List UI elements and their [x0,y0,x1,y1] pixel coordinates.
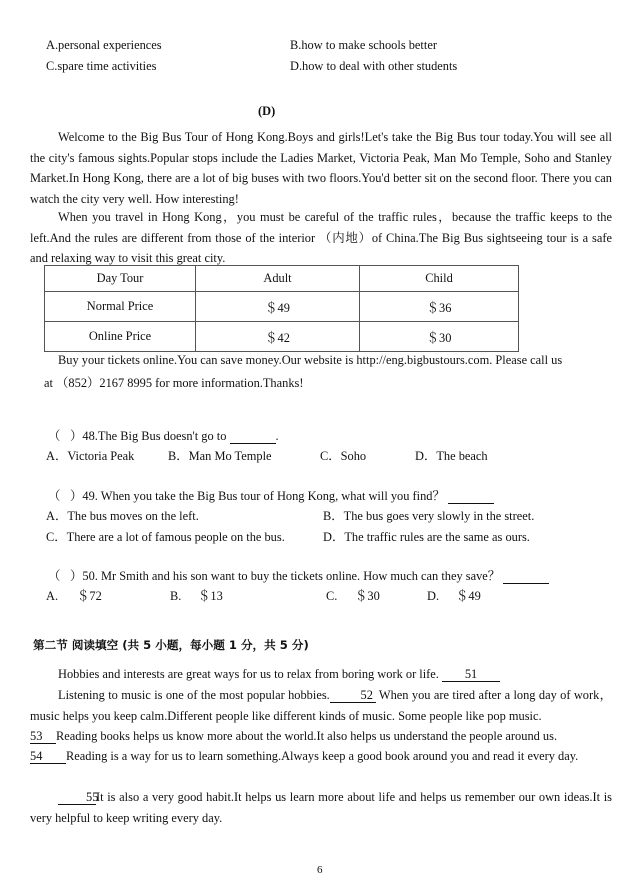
option-50-d-label: D. [427,589,440,603]
question-48-stem: ）48.The Big Bus doesn't go to [70,429,227,443]
option-50-d-value: ＄49 [456,589,481,603]
cloze-blank-53[interactable]: 53 [30,729,56,744]
option-b-prev: B.how to make schools better [290,38,437,52]
cloze-paragraph-4 [30,746,612,767]
cloze-text: Reading books helps us know more about the world.It also helps us understand the people around us. [56,729,558,743]
table-cell: Normal Price [45,292,196,322]
option-50-b-value: ＄13 [198,589,223,603]
table-cell: ＄36 [360,292,519,322]
question-50-stem: ）50. Mr Smith and his son want to buy the tickets online. How much can they save？ [70,569,501,583]
cloze-text: Hobbies and interests are great ways for us to relax from boring work or life. [58,667,439,681]
cloze-text: It is also a very good habit.It helps us learn more about life and helps us remember our own ideas.It is very helpful to keep writing every day. [30,790,612,825]
option-50-a-value: ＄72 [77,589,102,603]
option-50-b-label: B. [170,589,182,603]
answer-paren-open: （ [48,569,61,583]
cloze-paragraph-1 [58,666,500,682]
price-table [44,265,519,352]
table-row [45,292,519,322]
cloze-blank-51[interactable]: 51 [442,667,500,682]
cloze-paragraph-5 [30,787,612,828]
question-49-stem: ）49. When you take the Big Bus tour of Hong Kong, what will you find？ [70,489,445,503]
option-a-prev: A.personal experiences [46,38,162,52]
answer-blank[interactable] [230,429,276,444]
table-header-row [45,266,519,292]
passage-paragraph-1: Welcome to the Big Bus Tour of Hong Kong.Boys and girls!Let's take the Big Bus tour today.You will see all the city's famous sights.Popular stops include the Ladies Market, Victoria Peak, Man Mo Temple, Soho and Stanley Market.In Hong Kong, there are a lot of big buses with two floors.You'd better sit on the second floor. There you can watch the city very well. How interesting! [30,130,612,206]
option-49-b: B．The bus goes very slowly in the street. [323,509,535,523]
table-header-cell: Adult [196,266,360,292]
table-cell: ＄30 [360,322,519,352]
option-49-c: C．There are a lot of famous people on the bus. [46,530,285,544]
answer-blank[interactable] [503,569,549,584]
page-number: 6 [317,864,323,876]
cloze-paragraph-3 [30,726,612,747]
cloze-blank-52[interactable]: 52 [330,688,376,703]
cloze-paragraph-2 [30,685,612,726]
cloze-text: When you are tired after a long day of work，music helps you keep calm.Different people like different kinds of music. Some people like pop music. [30,688,613,723]
answer-paren-open: （ [48,429,61,443]
option-d-prev: D.how to deal with other students [290,59,458,73]
question-48-end: . [275,429,279,443]
passage-paragraph-3-line-2: at （852）2167 8995 for more information.Thanks! [44,376,304,390]
table-row [45,322,519,352]
question-48 [48,428,279,444]
option-48-c: C．Soho [320,449,367,463]
option-48-d: D．The beach [415,449,488,463]
table-cell: ＄49 [196,292,360,322]
option-50-a-label: A. [46,589,59,603]
question-50 [48,568,549,584]
cloze-blank-54[interactable]: 54 [30,749,66,764]
cloze-text: Listening to music is one of the most popular hobbies. [58,688,330,702]
option-50-c-label: C. [326,589,338,603]
cloze-text: Reading is a way for us to learn something.Always keep a good book around you and read it every day. [66,749,579,763]
cloze-blank-55[interactable]: 55 [58,790,96,805]
answer-blank[interactable] [448,489,494,504]
option-48-b: B．Man Mo Temple [168,449,272,463]
section-heading: 第二节 阅读填空 (共 5 小题，每小题 1 分，共 5 分) [33,638,309,652]
passage-paragraph-2: When you travel in Hong Kong，you must be careful of the traffic rules，because the traffic keeps to the left.And the rules are different from those of the interior （内地）of China.The Big Bus sightseeing tour is a safe and relaxing way to visit this great city. [30,210,612,265]
table-cell: Online Price [45,322,196,352]
option-50-c-value: ＄30 [355,589,380,603]
option-48-a: A．Victoria Peak [46,449,135,463]
passage-paragraph-3-line-1: Buy your tickets online.You can save money.Our website is http://eng.bigbustours.com. Please call us [58,353,563,367]
option-c-prev: C.spare time activities [46,59,157,73]
option-49-a: A．The bus moves on the left. [46,509,199,523]
passage-heading: (D) [258,104,276,118]
option-49-d: D．The traffic rules are the same as ours. [323,530,530,544]
table-header-cell: Day Tour [45,266,196,292]
answer-paren-open: （ [48,489,61,503]
question-49 [48,488,494,504]
table-cell: ＄42 [196,322,360,352]
table-header-cell: Child [360,266,519,292]
